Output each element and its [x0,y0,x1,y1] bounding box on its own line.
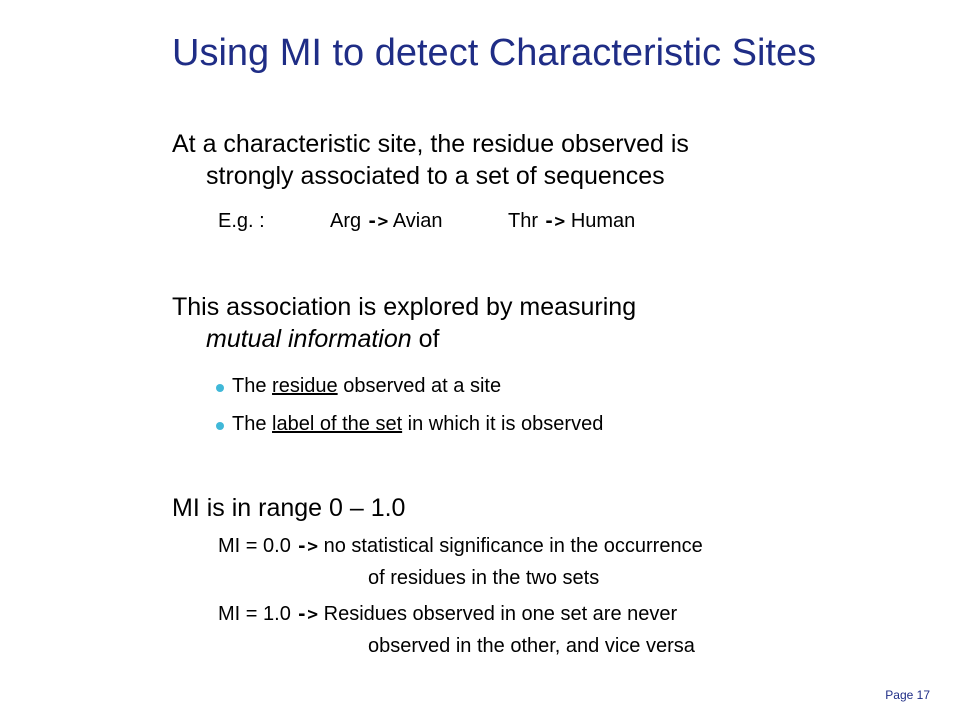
underlined-text: residue [272,375,338,397]
underlined-text: label of the set [272,413,403,435]
example-1-residue: Arg [330,210,362,232]
example-label: E.g. : [218,210,265,232]
paragraph-line-2: strongly associated to a set of sequences [206,162,665,190]
mi-range-heading: MI is in range 0 – 1.0 [172,494,406,522]
arrow-icon: -> [296,536,319,557]
bullet-item-label [232,413,603,436]
arrow-icon: -> [296,604,319,625]
example-1-set: Avian [392,210,443,232]
paragraph-line-1: At a characteristic site, the residue observed is [172,130,689,158]
arrow-icon: -> [543,211,566,232]
example-2-residue: Thr [508,210,538,232]
mi-one-continued: observed in the other, and vice versa [368,635,695,657]
bullet-text: The [232,413,273,435]
page-number: Page 17 [885,688,930,702]
bullet-text: observed at a site [337,375,502,397]
mi-description: no statistical significance in the occurrence [323,535,703,557]
example-2 [508,210,635,233]
example-1 [330,210,443,233]
association-paragraph [172,291,636,355]
bullet-text: in which it is observed [402,413,604,435]
mi-zero-label [218,535,703,558]
mi-zero-continued: of residues in the two sets [368,567,600,589]
bullet-text: The [232,375,273,397]
paragraph-line-2-rest: of [411,325,440,353]
emphasis-text: mutual information [206,325,412,353]
mi-value: MI = 1.0 [218,603,291,625]
mi-value: MI = 0.0 [218,535,291,557]
arrow-icon: -> [366,211,389,232]
paragraph-line-2 [172,323,636,355]
mi-description: Residues observed in one set are never [323,603,678,625]
slide-title: Using MI to detect Characteristic Sites [172,32,817,74]
characteristic-site-paragraph [172,128,689,192]
paragraph-line-1: This association is explored by measuring [172,293,637,321]
example-2-set: Human [570,210,636,232]
bullet-dot-icon [216,384,224,392]
bullet-item-residue [232,375,501,398]
bullet-dot-icon [216,422,224,430]
mi-one-label [218,603,677,626]
